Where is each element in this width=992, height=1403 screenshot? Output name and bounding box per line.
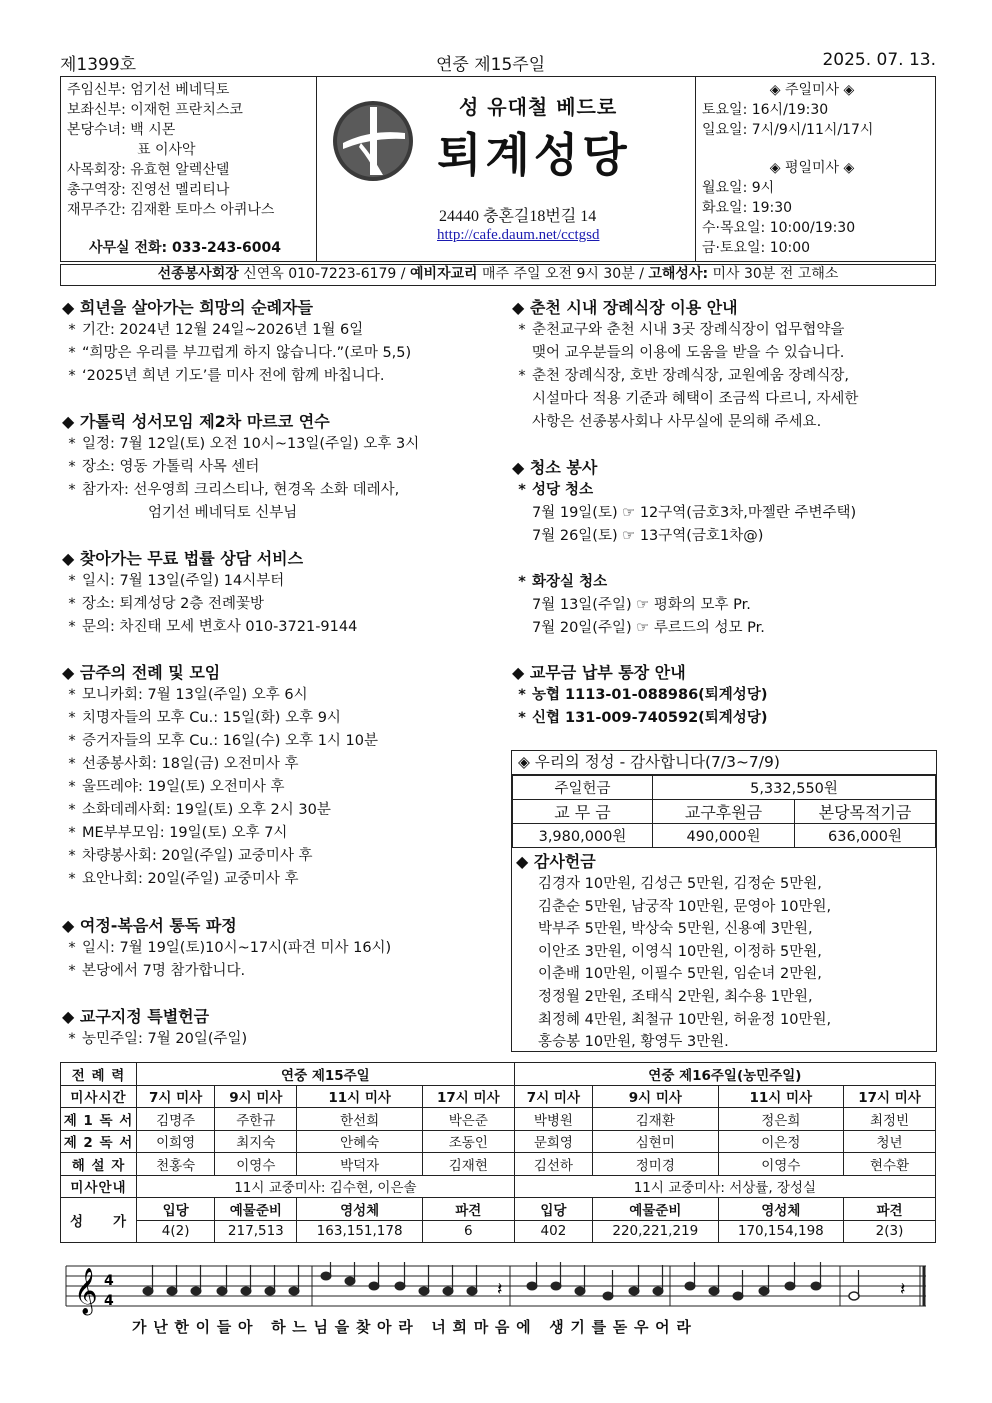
week-header: 연중 제15주일 bbox=[137, 1063, 515, 1086]
mass-time-line: 금·토요일: 10:00 bbox=[702, 240, 811, 256]
offering-title: ◈ 우리의 정성 - 감사합니다(7/3~7/9) bbox=[512, 751, 936, 775]
mass-time-cell: 17시 미사 bbox=[422, 1085, 514, 1108]
church-title-column bbox=[317, 77, 695, 261]
roster-cell: 박병원 bbox=[514, 1108, 592, 1131]
staff-line: 주임신부: 엄기선 베네딕토 bbox=[67, 82, 230, 98]
mass-time-line: 화요일: 19:30 bbox=[702, 200, 793, 216]
roster-cell: 정미경 bbox=[593, 1153, 719, 1176]
music-note-icon bbox=[419, 1287, 429, 1295]
roster-cell: 문희영 bbox=[514, 1130, 592, 1153]
roster-label: 제 1 독 서 bbox=[61, 1108, 137, 1131]
song-lyrics: 가난한이들아 하느님을찾아라 너희마음에 생기를돋우어라 bbox=[132, 1318, 698, 1336]
roster-cell: 심현미 bbox=[593, 1130, 719, 1153]
table-row bbox=[61, 1153, 936, 1176]
mass-time-cell: 7시 미사 bbox=[514, 1085, 592, 1108]
issue-number: 제1399호 bbox=[60, 55, 137, 75]
thanks-line: 김춘순 5만원, 남궁작 10만원, 문영아 10만원, bbox=[538, 898, 832, 915]
week-header: 연중 제16주일(농민주일) bbox=[514, 1063, 935, 1086]
header-box bbox=[60, 76, 936, 262]
cleaning-item: 7월 26일(토) ☞ 13구역(금호1차@) bbox=[532, 528, 764, 544]
roster-cell: 박은준 bbox=[422, 1108, 514, 1131]
mass-time-line: 수·목요일: 10:00/19:30 bbox=[702, 220, 856, 236]
offering-value: 636,000원 bbox=[795, 824, 936, 848]
music-note-icon bbox=[733, 1292, 743, 1300]
music-note-icon bbox=[709, 1287, 719, 1295]
roster-cell: 김명주 bbox=[137, 1108, 215, 1131]
mass-time-line: 토요일: 16시/19:30 bbox=[702, 102, 829, 118]
notice-item: * 문의: 차진태 모세 변호사 010-3721-9144 bbox=[68, 619, 358, 635]
roster-cell: 김선하 bbox=[514, 1153, 592, 1176]
church-logo-icon bbox=[331, 99, 415, 183]
thanks-line: 홍승봉 10만원, 황영두 3만원. bbox=[538, 1034, 729, 1051]
table-row bbox=[61, 1175, 936, 1198]
issue-date: 2025. 07. 13. bbox=[822, 50, 936, 70]
staff-line: 보좌신부: 이재헌 프란치스코 bbox=[67, 102, 243, 118]
roster-label: 성 가 bbox=[61, 1198, 137, 1243]
thanks-line: 정정월 2만원, 조태식 2만원, 최수용 1만원, bbox=[538, 988, 813, 1005]
table-row bbox=[61, 1220, 936, 1243]
music-note-icon bbox=[849, 1292, 859, 1300]
time-signature-top: 4 bbox=[104, 1273, 114, 1289]
thanks-line: 최정혜 4만원, 최철규 10만원, 허윤정 10만원, bbox=[538, 1011, 832, 1028]
hymn-value: 163,151,178 bbox=[297, 1220, 423, 1243]
roster-label: 해 설 자 bbox=[61, 1153, 137, 1176]
mass-time-cell: 9시 미사 bbox=[593, 1085, 719, 1108]
notice-item: 시설마다 적용 기준과 혜택이 조금씩 다르니, 자세한 bbox=[532, 391, 859, 407]
notice-title: ◆ 교구지정 특별헌금 bbox=[62, 1007, 210, 1026]
notice-item: * 춘천교구와 춘천 시내 3곳 장례식장이 업무협약을 bbox=[518, 322, 845, 338]
roster-label: 제 2 독 서 bbox=[61, 1130, 137, 1153]
roster-label: 전 례 력 bbox=[61, 1063, 137, 1086]
sunday-offering-value: 5,332,550원 bbox=[653, 776, 936, 800]
music-note-icon bbox=[629, 1287, 639, 1295]
mass-time-cell: 17시 미사 bbox=[844, 1085, 936, 1108]
notice-dues-account bbox=[512, 662, 767, 730]
music-note-icon bbox=[241, 1287, 251, 1295]
cleaning-sub: * 성당 청소 bbox=[518, 482, 594, 498]
notice-title: ◆ 희년을 살아가는 희망의 순례자들 bbox=[62, 298, 313, 317]
hymn-head: 예물준비 bbox=[215, 1198, 297, 1221]
mass-time-cell: 11시 미사 bbox=[297, 1085, 423, 1108]
table-row bbox=[61, 1085, 936, 1108]
mass-time-cell: 7시 미사 bbox=[137, 1085, 215, 1108]
mass-time-cell: 9시 미사 bbox=[215, 1085, 297, 1108]
notice-cleaning bbox=[512, 457, 856, 640]
info-bar bbox=[60, 264, 936, 286]
church-url-link[interactable]: http://cafe.daum.net/cctgsd bbox=[437, 227, 600, 243]
thanks-line: 김경자 10만원, 김성근 5만원, 김정순 5만원, bbox=[538, 876, 822, 892]
staff-line: 표 이사악 bbox=[67, 142, 196, 158]
notice-item: * 일정: 7월 12일(토) 오전 10시~13일(주일) 오후 3시 bbox=[68, 436, 420, 452]
cleaning-sub: * 화장실 청소 bbox=[518, 574, 608, 590]
hymn-head: 영성체 bbox=[297, 1198, 423, 1221]
hymn-value: 217,513 bbox=[215, 1220, 297, 1243]
notice-title: ◆ 가톨릭 성서모임 제2차 마르코 연수 bbox=[62, 412, 330, 431]
notice-funeral-hall bbox=[512, 297, 858, 434]
music-note-icon bbox=[685, 1282, 695, 1290]
roster-cell: 최지숙 bbox=[215, 1130, 297, 1153]
roster-cell: 김재현 bbox=[422, 1153, 514, 1176]
roster-cell: 최정빈 bbox=[844, 1108, 936, 1131]
music-note-icon bbox=[443, 1287, 453, 1295]
notice-item: * “희망은 우리를 부끄럽게 하지 않습니다.”(로마 5,5) bbox=[68, 345, 412, 361]
info-label: 선종봉사회장 bbox=[157, 266, 239, 282]
notice-item: * ME부부모임: 19일(토) 오후 7시 bbox=[68, 825, 288, 841]
notice-item: * 장소: 퇴계성당 2층 전례꽃방 bbox=[68, 596, 265, 612]
notice-item: * 농민주일: 7월 20일(주일) bbox=[68, 1031, 248, 1047]
notice-item: * 선종봉사회: 18일(금) 오전미사 후 bbox=[68, 756, 299, 772]
church-address: 24440 충혼길18번길 14 bbox=[439, 208, 597, 225]
music-note-icon bbox=[321, 1272, 331, 1280]
notice-item: * 참가자: 선우영희 크리스티나, 현경옥 소화 데레사, bbox=[68, 482, 400, 498]
music-note-icon bbox=[395, 1282, 405, 1290]
quarter-rest-icon: 𝄽 bbox=[900, 1279, 906, 1300]
thanks-list bbox=[538, 873, 831, 1054]
roster-cell: 조동인 bbox=[422, 1130, 514, 1153]
staff-line: 사목회장: 유효현 알렉산델 bbox=[67, 162, 230, 178]
notice-title: ◆ 청소 봉사 bbox=[512, 458, 598, 477]
staff-line: 재무주간: 김재환 토마스 아퀴나스 bbox=[67, 202, 275, 218]
roster-cell: 한선희 bbox=[297, 1108, 423, 1131]
mass-time-cell: 11시 미사 bbox=[718, 1085, 844, 1108]
music-note-icon bbox=[217, 1287, 227, 1295]
mass-times-column bbox=[695, 77, 937, 261]
music-note-icon bbox=[143, 1287, 153, 1295]
music-note-icon bbox=[811, 1282, 821, 1290]
mass-info-cell: 11시 교중미사: 서상률, 장성실 bbox=[514, 1175, 935, 1198]
music-note-icon bbox=[527, 1282, 537, 1290]
sunday-offering-label: 주일헌금 bbox=[513, 776, 653, 800]
mass-roster-table bbox=[60, 1062, 936, 1243]
mass-time-line: 일요일: 7시/9시/11시/17시 bbox=[702, 122, 874, 138]
notice-item: * ‘2025년 희년 기도’를 미사 전에 함께 바칩니다. bbox=[68, 368, 385, 384]
info-value: 매주 주일 오전 9시 30분 / bbox=[477, 266, 649, 282]
notice-title: ◆ 춘천 시내 장례식장 이용 안내 bbox=[512, 298, 738, 317]
notice-item: * 증거자들의 모후 Cu.: 16일(수) 오후 1시 10분 bbox=[68, 733, 378, 749]
table-row bbox=[61, 1198, 936, 1221]
hymn-head: 파견 bbox=[422, 1198, 514, 1221]
roster-cell: 청년 bbox=[844, 1130, 936, 1153]
music-note-icon bbox=[759, 1287, 769, 1295]
notice-item: * 요안나회: 20일(주일) 교중미사 후 bbox=[68, 871, 299, 887]
notice-gospel-reading bbox=[62, 915, 391, 983]
notice-special-collection bbox=[62, 1006, 247, 1051]
notice-item: 사항은 선종봉사회나 사무실에 문의해 주세요. bbox=[532, 414, 822, 430]
staff-line: 본당수녀: 백 시몬 bbox=[67, 122, 176, 138]
notice-item: * 치명자들의 모후 Cu.: 15일(화) 오후 9시 bbox=[68, 710, 341, 726]
hymn-value: 2(3) bbox=[844, 1220, 936, 1243]
music-note-icon bbox=[289, 1287, 299, 1295]
thanks-line: 이춘배 10만원, 이필수 5만원, 임순녀 2만원, bbox=[538, 966, 822, 983]
church-subtitle: 성 유대철 베드로 bbox=[459, 95, 618, 119]
account-item: * 농협 1113-01-088986(퇴계성당) bbox=[518, 687, 768, 703]
roster-cell: 정은희 bbox=[718, 1108, 844, 1131]
music-note-icon bbox=[467, 1287, 477, 1295]
hymn-head: 입당 bbox=[137, 1198, 215, 1221]
roster-cell: 안혜숙 bbox=[297, 1130, 423, 1153]
music-note-icon bbox=[603, 1292, 613, 1300]
liturgical-sunday: 연중 제15주일 bbox=[436, 55, 546, 75]
notice-item: * 소화데레사회: 19일(토) 오후 2시 30분 bbox=[68, 802, 331, 818]
treble-clef-icon: 𝄞 bbox=[74, 1268, 98, 1314]
staff-column bbox=[61, 77, 317, 261]
hymn-value: 4(2) bbox=[137, 1220, 215, 1243]
offering-value: 490,000원 bbox=[653, 824, 795, 848]
table-row bbox=[61, 1130, 936, 1153]
roster-cell: 박덕자 bbox=[297, 1153, 423, 1176]
cleaning-item: 7월 13일(주일) ☞ 평화의 모후 Pr. bbox=[532, 597, 751, 613]
notice-item: * 본당에서 7명 참가합니다. bbox=[68, 963, 246, 979]
office-phone: 사무실 전화: 033-243-6004 bbox=[89, 240, 281, 256]
hymn-head: 예물준비 bbox=[593, 1198, 719, 1221]
notice-title: ◆ 금주의 전례 및 모임 bbox=[62, 663, 221, 682]
roster-cell: 이영수 bbox=[718, 1153, 844, 1176]
account-item: * 신협 131-009-740592(퇴계성당) bbox=[518, 710, 768, 726]
offering-head: 본당목적기금 bbox=[795, 800, 936, 824]
offering-box bbox=[511, 750, 937, 1052]
notice-item: * 기간: 2024년 12월 24일~2026년 1월 6일 bbox=[68, 322, 364, 338]
offering-head: 교구후원금 bbox=[653, 800, 795, 824]
mass-info-cell: 11시 교중미사: 김수현, 이은솔 bbox=[137, 1175, 515, 1198]
roster-cell: 이희영 bbox=[137, 1130, 215, 1153]
notice-title: ◆ 교무금 납부 통장 안내 bbox=[512, 663, 686, 682]
notice-item: * 춘천 장례식장, 호반 장례식장, 교원예움 장례식장, bbox=[518, 368, 850, 384]
staff-line: 총구역장: 진영선 멜리티나 bbox=[67, 182, 230, 198]
notice-item: 맺어 교우분들의 이용에 도움을 받을 수 있습니다. bbox=[532, 345, 845, 361]
notice-item: * 차량봉사회: 20일(주일) 교중미사 후 bbox=[68, 848, 313, 864]
offering-value: 3,980,000원 bbox=[513, 824, 653, 848]
notice-item: * 울뜨레야: 19일(토) 오전미사 후 bbox=[68, 779, 285, 795]
cleaning-item: 7월 19일(토) ☞ 12구역(금호3차,마젤란 주변주택) bbox=[532, 505, 857, 521]
music-note-icon bbox=[785, 1282, 795, 1290]
info-label: 예비자교리 bbox=[409, 266, 478, 282]
weekday-mass-title: ◈ 평일미사 ◈ bbox=[769, 160, 855, 176]
roster-cell: 이영수 bbox=[215, 1153, 297, 1176]
music-note-icon bbox=[551, 1282, 561, 1290]
hymn-value: 402 bbox=[514, 1220, 592, 1243]
music-note-icon bbox=[265, 1287, 275, 1295]
offering-table bbox=[512, 775, 936, 848]
church-name: 퇴계성당 bbox=[437, 128, 631, 182]
music-note-icon bbox=[191, 1287, 201, 1295]
roster-label: 미사시간 bbox=[61, 1085, 137, 1108]
mass-time-line: 월요일: 9시 bbox=[702, 180, 775, 196]
notice-title: ◆ 여정-복음서 통독 파정 bbox=[62, 916, 237, 935]
thanks-title: ◆ 감사헌금 bbox=[516, 852, 596, 871]
music-note-icon bbox=[369, 1282, 379, 1290]
hymn-head: 파견 bbox=[844, 1198, 936, 1221]
notice-item: * 일시: 7월 19일(토)10시~17시(파견 미사 16시) bbox=[68, 940, 392, 956]
quarter-rest-icon: 𝄽 bbox=[497, 1279, 503, 1300]
hymn-value: 220,221,219 bbox=[593, 1220, 719, 1243]
sunday-mass-title: ◈ 주일미사 ◈ bbox=[769, 82, 855, 98]
roster-cell: 현수환 bbox=[844, 1153, 936, 1176]
hymn-value: 6 bbox=[422, 1220, 514, 1243]
music-note-icon bbox=[345, 1277, 355, 1285]
notice-bible-study bbox=[62, 411, 419, 525]
notice-item: * 일시: 7월 13일(주일) 14시부터 bbox=[68, 573, 285, 589]
notice-title: ◆ 찾아가는 무료 법률 상담 서비스 bbox=[62, 549, 304, 568]
notice-item: * 모니카회: 7월 13일(주일) 오후 6시 bbox=[68, 687, 308, 703]
music-note-icon bbox=[653, 1287, 663, 1295]
roster-cell: 이은정 bbox=[718, 1130, 844, 1153]
music-note-icon bbox=[575, 1287, 585, 1295]
roster-cell: 김재환 bbox=[593, 1108, 719, 1131]
info-label: 고해성사: bbox=[648, 266, 709, 282]
notice-item: * 장소: 영동 가톨릭 사목 센터 bbox=[68, 459, 260, 475]
hymn-head: 입당 bbox=[514, 1198, 592, 1221]
notice-weekly-meetings bbox=[62, 662, 378, 891]
notice-jubilee bbox=[62, 297, 411, 388]
roster-cell: 천홍숙 bbox=[137, 1153, 215, 1176]
roster-cell: 주한규 bbox=[215, 1108, 297, 1131]
hymn-head: 영성체 bbox=[718, 1198, 844, 1221]
info-value: 미사 30분 전 고해소 bbox=[708, 266, 839, 282]
issue-header bbox=[60, 50, 936, 74]
thanks-line: 이안조 3만원, 이영식 10만원, 이정하 5만원, bbox=[538, 943, 822, 960]
table-row bbox=[61, 1108, 936, 1131]
notice-legal-service bbox=[62, 548, 357, 639]
cleaning-item: 7월 20일(주일) ☞ 루르드의 성모 Pr. bbox=[532, 620, 765, 636]
thanks-line: 박부주 5만원, 박상숙 5만원, 신용예 3만원, bbox=[538, 921, 813, 938]
music-note-icon bbox=[167, 1287, 177, 1295]
time-signature-bottom: 4 bbox=[104, 1293, 114, 1309]
notice-item-continued: 엄기선 베네딕토 신부님 bbox=[148, 505, 298, 521]
offering-head: 교 무 금 bbox=[513, 800, 653, 824]
roster-label: 미사안내 bbox=[61, 1175, 137, 1198]
info-value: 신연옥 010-7223-6179 / bbox=[238, 266, 410, 282]
hymn-value: 170,154,198 bbox=[718, 1220, 844, 1243]
